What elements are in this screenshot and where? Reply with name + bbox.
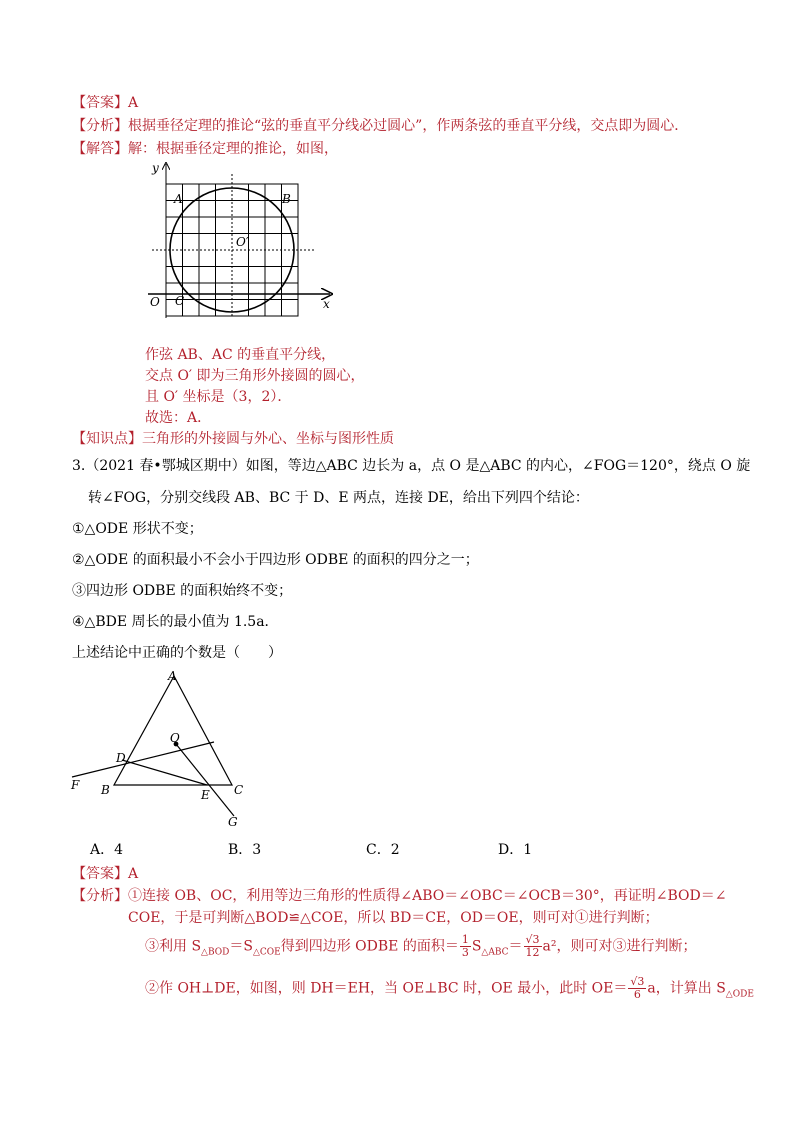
analysis-text-1: ①连接 OB、OC，利用等边三角形的性质得∠ABO＝∠OBC＝∠OCB＝30°，再证明∠BOD＝∠ bbox=[128, 888, 727, 904]
choice-c: C．2 bbox=[366, 842, 400, 858]
q2-knowledge-line bbox=[72, 429, 394, 449]
label-O: O bbox=[170, 731, 180, 745]
q3-stem-line-1: 3.（2021 春•鄂城区期中）如图，等边△ABC 边长为 a，点 O 是△ABC 的内心，∠FOG＝120°，绕点 O 旋 bbox=[72, 458, 751, 474]
q3-conclusion-2: ②△ODE 的面积最小不会小于四边形 ODBE 的面积的四分之一； bbox=[72, 552, 479, 568]
q2-step-2: 交点 O′ 即为三角形外接圆的圆心， bbox=[145, 368, 365, 384]
solution-intro: 解：根据垂径定理的推论，如图， bbox=[128, 141, 338, 157]
q3-analysis-line-2: COE，于是可判断△BOD≌△COE，所以 BD＝CE，OD＝OE，则可对①进行判断； bbox=[128, 910, 659, 926]
q3-analysis-line-1 bbox=[72, 886, 726, 906]
q3-question: 上述结论中正确的个数是（ ） bbox=[72, 645, 282, 661]
label-x: x bbox=[323, 297, 330, 311]
q3-conclusion-4: ④△BDE 周长的最小值为 1.5a． bbox=[72, 614, 279, 630]
q3-analysis-line-4: ②作 OH⊥DE，如图，则 DH＝EH，当 OE⊥BC 时，OE 最小，此时 OE＝ $\frac{√3}{6}$ a，计算出 $S_{\triangle ODE}$ bbox=[145, 975, 754, 1001]
label-Oprime: O′ bbox=[236, 235, 249, 249]
label-G: G bbox=[228, 815, 238, 829]
q3-stem-line-2: 转∠FOG，分别交线段 AB、BC 于 D、E 两点，连接 DE，给出下列四个结论： bbox=[88, 490, 589, 506]
fraction-one-third: $\frac{1}{3}$ bbox=[461, 933, 469, 959]
q2-step-4: 故选：A． bbox=[145, 410, 212, 426]
label-A: A bbox=[174, 192, 183, 206]
choice-a: A．4 bbox=[90, 842, 124, 858]
label-B: B bbox=[101, 783, 110, 797]
q3-answer-line bbox=[72, 864, 138, 884]
q2-step-3: 且 O′ 坐标是（3，2）． bbox=[145, 389, 292, 405]
analysis-tag: 【分析】 bbox=[72, 118, 128, 134]
solution-tag: 【解答】 bbox=[72, 141, 128, 157]
label-O: O bbox=[150, 295, 160, 309]
answer-value: A bbox=[128, 95, 139, 111]
knowledge-text: 三角形的外接圆与外心、坐标与图形性质 bbox=[142, 431, 394, 447]
label-D: D bbox=[116, 751, 126, 765]
label-F: F bbox=[71, 778, 80, 792]
answer-tag: 【答案】 bbox=[72, 866, 128, 882]
q2-analysis-line bbox=[72, 116, 688, 136]
answer-value: A bbox=[128, 866, 139, 882]
label-A: A bbox=[168, 669, 177, 683]
answer-tag: 【答案】 bbox=[72, 95, 128, 111]
analysis-text: 根据垂径定理的推论“弦的垂直平分线必过圆心”，作两条弦的垂直平分线，交点即为圆心． bbox=[128, 118, 689, 134]
q3-conclusion-3: ③四边形 ODBE 的面积始终不变； bbox=[72, 583, 293, 599]
fraction-sqrt3-over-12: $\frac{√3}{12}$ bbox=[525, 933, 540, 959]
label-B: B bbox=[282, 192, 291, 206]
q2-answer-line bbox=[72, 93, 138, 113]
q3-conclusion-1: ①△ODE 形状不变； bbox=[72, 521, 203, 537]
choice-d: D．1 bbox=[498, 842, 533, 858]
q2-step-1: 作弦 AB、AC 的垂直平分线， bbox=[145, 347, 336, 363]
label-y: y bbox=[152, 161, 159, 175]
analysis-tag: 【分析】 bbox=[72, 888, 128, 904]
label-C: C bbox=[234, 783, 244, 797]
q2-grid-figure bbox=[140, 156, 340, 318]
label-E: E bbox=[201, 788, 210, 802]
choice-b: B．3 bbox=[228, 842, 262, 858]
q3-triangle-figure bbox=[64, 664, 264, 834]
fraction-sqrt3-over-6: $\frac{√3}{6}$ bbox=[630, 975, 645, 1001]
label-C: C bbox=[175, 294, 185, 308]
knowledge-tag: 【知识点】 bbox=[72, 431, 142, 447]
q3-analysis-line-3: ③利用 $S_{\triangle BOD}=S_{\triangle COE}$得到四边形 ODBE 的面积＝ $\frac{1}{3}$ $S_{\triangle ABC}=$ $\frac{√3}{12}$ a²，则可对③进行判断； bbox=[145, 933, 697, 959]
